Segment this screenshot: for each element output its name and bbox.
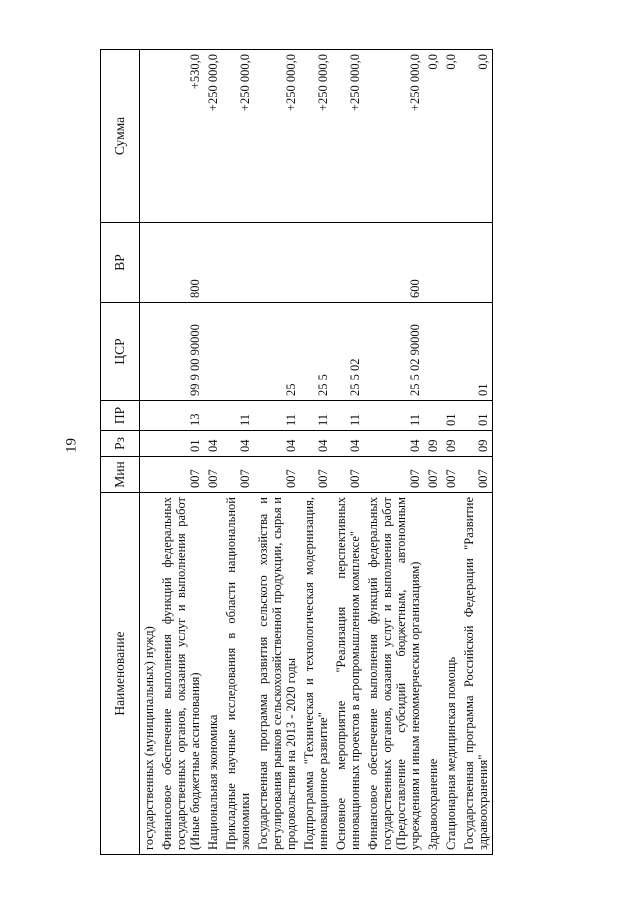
row-name: Финансовое обеспечение выполнения функций федеральных государственных органов, оказания услуг и выполнения работ (Предоставление субсидий бюджетным, автономным учреждениям и иным некоммерческим организациям) xyxy=(364,493,424,855)
row-rz: 01 xyxy=(158,431,204,457)
row-min: 007 xyxy=(204,457,222,493)
table-row xyxy=(442,50,460,855)
table-row xyxy=(204,50,222,855)
row-sum: +250 000,0 xyxy=(204,50,222,223)
row-name: Подпрограмма "Техническая и технологическая модернизация, инновационное развитие" xyxy=(300,493,332,855)
row-name: Основное мероприятие "Реализация перспективных инновационных проектов в агропромышленном комплексе" xyxy=(332,493,364,855)
row-pr xyxy=(204,401,222,431)
page-number: 19 xyxy=(63,438,80,453)
table-row xyxy=(424,50,442,855)
column-header-name: Наименование xyxy=(101,493,140,855)
row-vr xyxy=(424,223,442,303)
row-min: 007 xyxy=(460,457,493,493)
row-sum: +250 000,0 xyxy=(222,50,254,223)
row-name: Финансовое обеспечение выполнения функций федеральных государственных органов, оказания услуг и выполнения работ (Иные бюджетные ассигнования) xyxy=(158,493,204,855)
row-pr xyxy=(140,401,159,431)
row-min: 007 xyxy=(364,457,424,493)
row-csr xyxy=(140,303,159,401)
row-rz: 09 xyxy=(424,431,442,457)
row-pr: 11 xyxy=(254,401,300,431)
row-min: 007 xyxy=(332,457,364,493)
row-vr xyxy=(460,223,493,303)
row-name: Государственная программа развития сельского хозяйства и регулирования рынков сельскохозяйственной продукции, сырья и продовольствия на 2013 - 2020 годы xyxy=(254,493,300,855)
row-csr: 99 9 00 90000 xyxy=(158,303,204,401)
row-rz: 04 xyxy=(364,431,424,457)
rotated-page-content xyxy=(100,50,620,855)
table-row xyxy=(254,50,300,855)
row-min: 007 xyxy=(254,457,300,493)
row-min: 007 xyxy=(158,457,204,493)
row-sum: +530,0 xyxy=(158,50,204,223)
row-csr xyxy=(222,303,254,401)
column-header-min: Мин xyxy=(101,457,140,493)
row-rz xyxy=(140,431,159,457)
row-rz: 09 xyxy=(460,431,493,457)
row-vr xyxy=(300,223,332,303)
budget-table xyxy=(100,49,493,855)
row-sum: +250 000,0 xyxy=(332,50,364,223)
row-csr: 01 xyxy=(460,303,493,401)
row-min xyxy=(140,457,159,493)
row-pr: 13 xyxy=(158,401,204,431)
row-rz: 04 xyxy=(204,431,222,457)
row-csr xyxy=(424,303,442,401)
table-row xyxy=(300,50,332,855)
table-row xyxy=(364,50,424,855)
row-sum: +250 000,0 xyxy=(364,50,424,223)
row-pr: 11 xyxy=(222,401,254,431)
table-row xyxy=(158,50,204,855)
row-sum: 0,0 xyxy=(424,50,442,223)
column-header-rz: Рз xyxy=(101,431,140,457)
row-csr: 25 5 02 xyxy=(332,303,364,401)
row-vr xyxy=(204,223,222,303)
row-csr: 25 5 xyxy=(300,303,332,401)
row-name: Национальная экономика xyxy=(204,493,222,855)
row-min: 007 xyxy=(424,457,442,493)
table-row xyxy=(222,50,254,855)
row-pr: 11 xyxy=(364,401,424,431)
row-pr: 01 xyxy=(442,401,460,431)
row-name: Прикладные научные исследования в области национальной экономики xyxy=(222,493,254,855)
row-vr xyxy=(332,223,364,303)
column-header-sum: Сумма xyxy=(101,50,140,223)
row-vr xyxy=(140,223,159,303)
row-name: государственных (муниципальных) нужд) xyxy=(140,493,159,855)
row-name: Государственная программа Российской Федерации "Развитие здравоохранения" xyxy=(460,493,493,855)
row-min: 007 xyxy=(300,457,332,493)
table-row xyxy=(332,50,364,855)
row-rz: 04 xyxy=(300,431,332,457)
table-row xyxy=(460,50,493,855)
row-csr: 25 xyxy=(254,303,300,401)
row-sum: +250 000,0 xyxy=(254,50,300,223)
column-header-pr: ПР xyxy=(101,401,140,431)
row-name: Стационарная медицинская помощь xyxy=(442,493,460,855)
row-name: Здравоохранение xyxy=(424,493,442,855)
row-sum: 0,0 xyxy=(442,50,460,223)
row-rz: 04 xyxy=(332,431,364,457)
row-sum xyxy=(140,50,159,223)
row-min: 007 xyxy=(442,457,460,493)
row-csr xyxy=(204,303,222,401)
row-vr xyxy=(222,223,254,303)
row-pr: 11 xyxy=(332,401,364,431)
row-min: 007 xyxy=(222,457,254,493)
row-rz: 04 xyxy=(222,431,254,457)
row-rz: 04 xyxy=(254,431,300,457)
row-pr xyxy=(424,401,442,431)
table-header-row xyxy=(101,50,140,855)
row-csr: 25 5 02 90000 xyxy=(364,303,424,401)
table-row xyxy=(140,50,159,855)
row-vr xyxy=(442,223,460,303)
row-pr: 11 xyxy=(300,401,332,431)
column-header-vr: ВР xyxy=(101,223,140,303)
column-header-csr: ЦСР xyxy=(101,303,140,401)
row-pr: 01 xyxy=(460,401,493,431)
row-rz: 09 xyxy=(442,431,460,457)
row-sum: 0,0 xyxy=(460,50,493,223)
row-vr: 600 xyxy=(364,223,424,303)
row-vr: 800 xyxy=(158,223,204,303)
row-vr xyxy=(254,223,300,303)
row-sum: +250 000,0 xyxy=(300,50,332,223)
row-csr xyxy=(442,303,460,401)
